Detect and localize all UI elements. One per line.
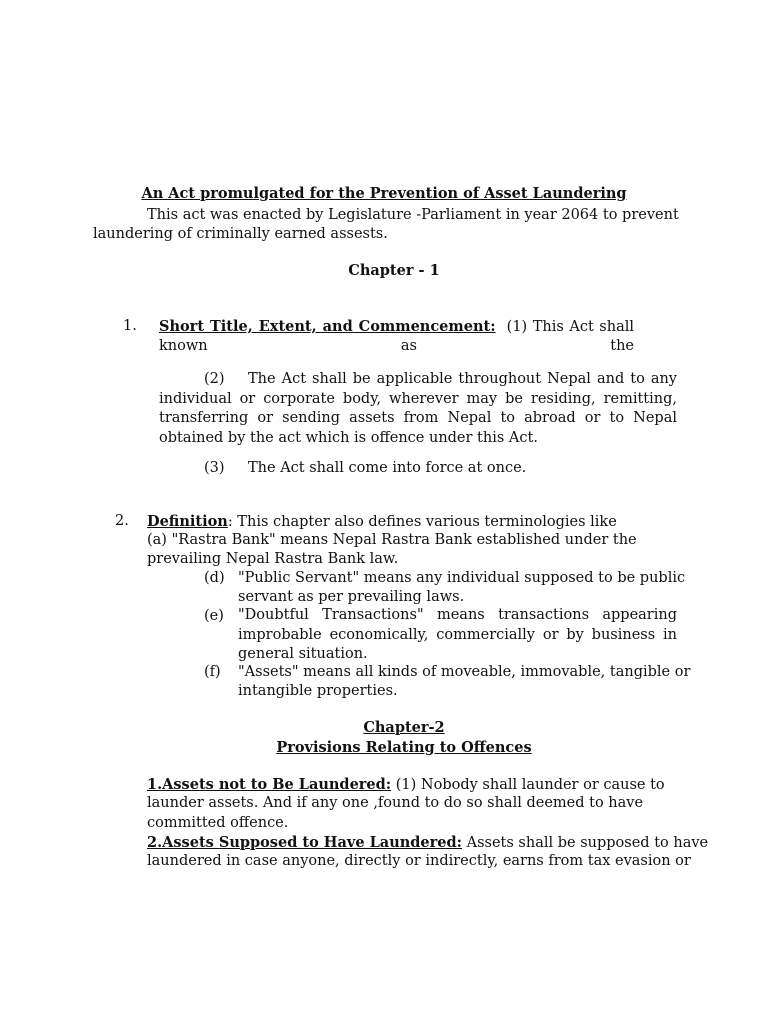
item-f-label: (f) (204, 664, 221, 680)
section-1-line-2 (159, 337, 634, 357)
clause-2-line-1: The Act shall be applicable throughout Nepal and to any (248, 371, 677, 387)
clause-2-line-3: transferring or sending assets from Nepal to abroad or to Nepal (159, 410, 677, 426)
clause-2-line-4: obtained by the act which is offence under this Act. (159, 429, 538, 446)
ch2-section-2-line-1-suffix: Assets shall be supposed to have (462, 835, 709, 851)
item-e-block (238, 606, 677, 665)
ch2-section-1-line-3: committed offence. (147, 815, 289, 831)
chapter-1-heading: Chapter - 1 (348, 262, 440, 279)
section-1-heading: Short Title, Extent, and Commencement: (159, 318, 496, 335)
item-e-line-1: "Doubtful Transactions" means transactions appearing (238, 607, 677, 623)
definition-heading: Definition (147, 513, 228, 530)
item-f-line-2: intangible properties. (238, 683, 398, 699)
clause-2-line-2: individual or corporate body, wherever may be residing, remitting, (159, 390, 677, 407)
section-1-line-2-prefix: known as the (159, 337, 634, 354)
section-1-block (159, 317, 634, 356)
item-f-line-1: "Assets" means all kinds of moveable, immovable, tangible or (238, 664, 691, 680)
clause-2-block (159, 370, 677, 448)
intro-line-2: laundering of criminally earned assests. (93, 226, 388, 242)
section-2-line-1 (147, 512, 617, 532)
item-d-line-2: servant as per prevailing laws. (238, 589, 465, 605)
ch2-section-2-line-1 (147, 833, 708, 853)
item-d-label: (d) (204, 570, 225, 586)
ch2-section-2-line-2: laundered in case anyone, directly or indirectly, earns from tax evasion or (147, 853, 691, 869)
document-title: An Act promulgated for the Prevention of Asset Laundering (141, 185, 627, 202)
ch2-section-1-line-1-suffix: (1) Nobody shall launder or cause to (391, 777, 665, 793)
clause-3-number: (3) (204, 460, 225, 476)
ch2-section-1-heading: 1.Assets not to Be Laundered: (147, 776, 392, 793)
section-2-number: 2. (115, 513, 129, 529)
item-d-line-1: "Public Servant" means any individual supposed to be public (238, 570, 686, 586)
clause-2-number: (2) (204, 371, 225, 387)
ch2-section-2-heading: 2.Assets Supposed to Have Laundered: (147, 834, 462, 851)
intro-line-1: This act was enacted by Legislature -Parliament in year 2064 to prevent (147, 207, 679, 223)
item-e-line-3: general situation. (238, 646, 368, 662)
section-1-line-1 (159, 317, 634, 337)
item-e-line-2: improbable economically, commercially or by business in (238, 626, 677, 643)
definition-heading-suffix: : This chapter also defines various terminologies like (227, 514, 617, 530)
chapter-2-heading: Chapter-2 (363, 719, 445, 736)
section-1-number: 1. (123, 318, 137, 334)
item-e-label: (e) (204, 608, 224, 624)
clause-3-text: The Act shall come into force at once. (248, 460, 527, 476)
item-a-line-2: prevailing Nepal Rastra Bank law. (147, 551, 399, 567)
section-1-clause-1-text: (1) This Act shall (506, 319, 634, 335)
chapter-2-subheading: Provisions Relating to Offences (276, 739, 532, 756)
ch2-section-1-line-2: launder assets. And if any one ,found to do so shall deemed to have (147, 795, 644, 811)
ch2-section-1-line-1 (147, 775, 665, 795)
item-a-line-1: (a) "Rastra Bank" means Nepal Rastra Bank established under the (147, 532, 637, 548)
